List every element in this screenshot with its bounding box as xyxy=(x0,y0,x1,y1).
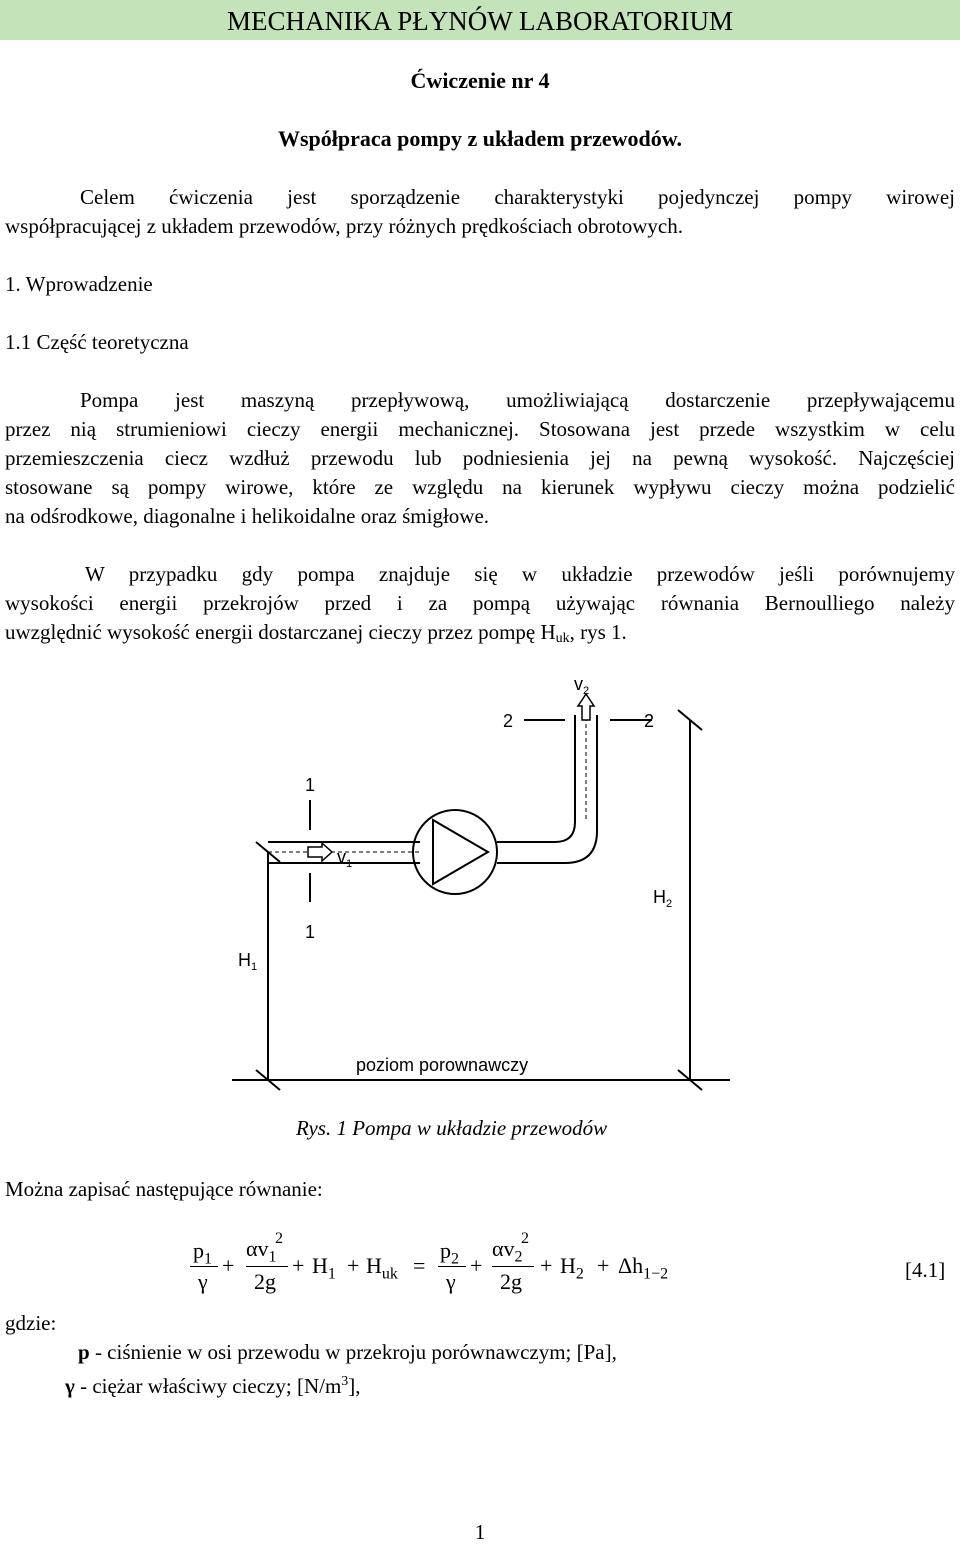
page-number: 1 xyxy=(474,1520,486,1544)
exercise-title: Współpraca pompy z układem przewodów. xyxy=(278,126,682,151)
pump-symbol xyxy=(433,820,488,884)
v2-arrow xyxy=(578,694,594,720)
pump-casing xyxy=(413,810,497,894)
intro-line-2: współpracującej z układem przewodów, przy różnych prędkościach obrotowych. xyxy=(5,214,683,238)
figure-caption: Rys. 1 Pompa w układzie przewodów xyxy=(296,1116,608,1140)
para1-line-1: Pompa jest maszyną przepływową, umożliwiającą dostarczenie przepływającemu xyxy=(80,388,955,412)
definition-gamma: γ - ciężar właściwy cieczy; $[N/m^3]$, xyxy=(65,1374,361,1398)
section-1-top-label: 1 xyxy=(305,775,316,795)
h1-label: $H_1$ xyxy=(238,950,258,973)
outlet-elbow-inner xyxy=(555,715,575,842)
pump-system-diagram xyxy=(0,660,960,1120)
section-1-bottom-label: 1 xyxy=(305,922,316,942)
definition-p: p - ciśnienie w osi przewodu w przekroju porównawczym; [Pa], xyxy=(78,1340,617,1364)
v2-label: $v_2$ xyxy=(574,674,590,697)
section-heading-1: 1. Wprowadzenie xyxy=(5,272,153,296)
page-title: MECHANIKA PŁYNÓW LABORATORIUM xyxy=(226,6,734,36)
exercise-number: Ćwiczenie nr 4 xyxy=(410,68,550,93)
outlet-elbow-outer xyxy=(565,715,597,863)
intro-line-1: Celem ćwiczenia jest sporządzenie charakterystyki pojedynczej pompy wirowej xyxy=(80,185,955,209)
section-heading-1-1: 1.1 Część teoretyczna xyxy=(5,330,189,354)
section-2-right-label: 2 xyxy=(644,711,655,731)
para2-line-2: wysokości energii przekrojów przed i za pompą używając równania Bernoulliego należy xyxy=(5,591,955,615)
v1-label: $v_1$ xyxy=(337,847,353,870)
para2-line-1: W przypadku gdy pompa znajduje się w układzie przewodów jeśli porównujemy xyxy=(85,562,955,586)
para2-line-3: uwzględnić wysokość energii dostarczanej cieczy przez pompę $H_{uk}$, rys 1. xyxy=(5,620,627,646)
section-2-left-label: 2 xyxy=(503,711,514,731)
h2-label: $H_2$ xyxy=(653,887,673,910)
equation-intro: Można zapisać następujące równanie: xyxy=(5,1177,323,1201)
para1-line-4: stosowane są pompy wirowe, które ze względu na kierunek wypływu cieczy można podzielić xyxy=(5,475,955,499)
para1-line-5: na odśrodkowe, diagonalne i helikoidalne oraz śmigłowe. xyxy=(5,504,490,528)
para1-line-3: przemieszczenia ciecz wzdłuż przewodu lub podniesienia jej na pewną wysokość. Najczęściej xyxy=(5,446,955,470)
bernoulli-equation: $p_1$ γ + $\alpha v_1$ 2 2g + $H_1$ + $H_{uk}$ = $p_2$ γ + $\alpha v_2$ 2 2g + $H_2$ + $\Delta h_{1-2}$ [4.1] xyxy=(0,1228,960,1308)
v1-arrow xyxy=(308,843,332,861)
equation-number: [4.1] xyxy=(905,1258,946,1282)
where-label: gdzie: xyxy=(5,1311,57,1335)
para1-line-2: przez nią strumieniowi cieczy energii mechanicznej. Stosowana jest przede wszystkim w celu xyxy=(5,417,955,441)
reference-level-label: poziom porownawczy xyxy=(356,1055,529,1075)
